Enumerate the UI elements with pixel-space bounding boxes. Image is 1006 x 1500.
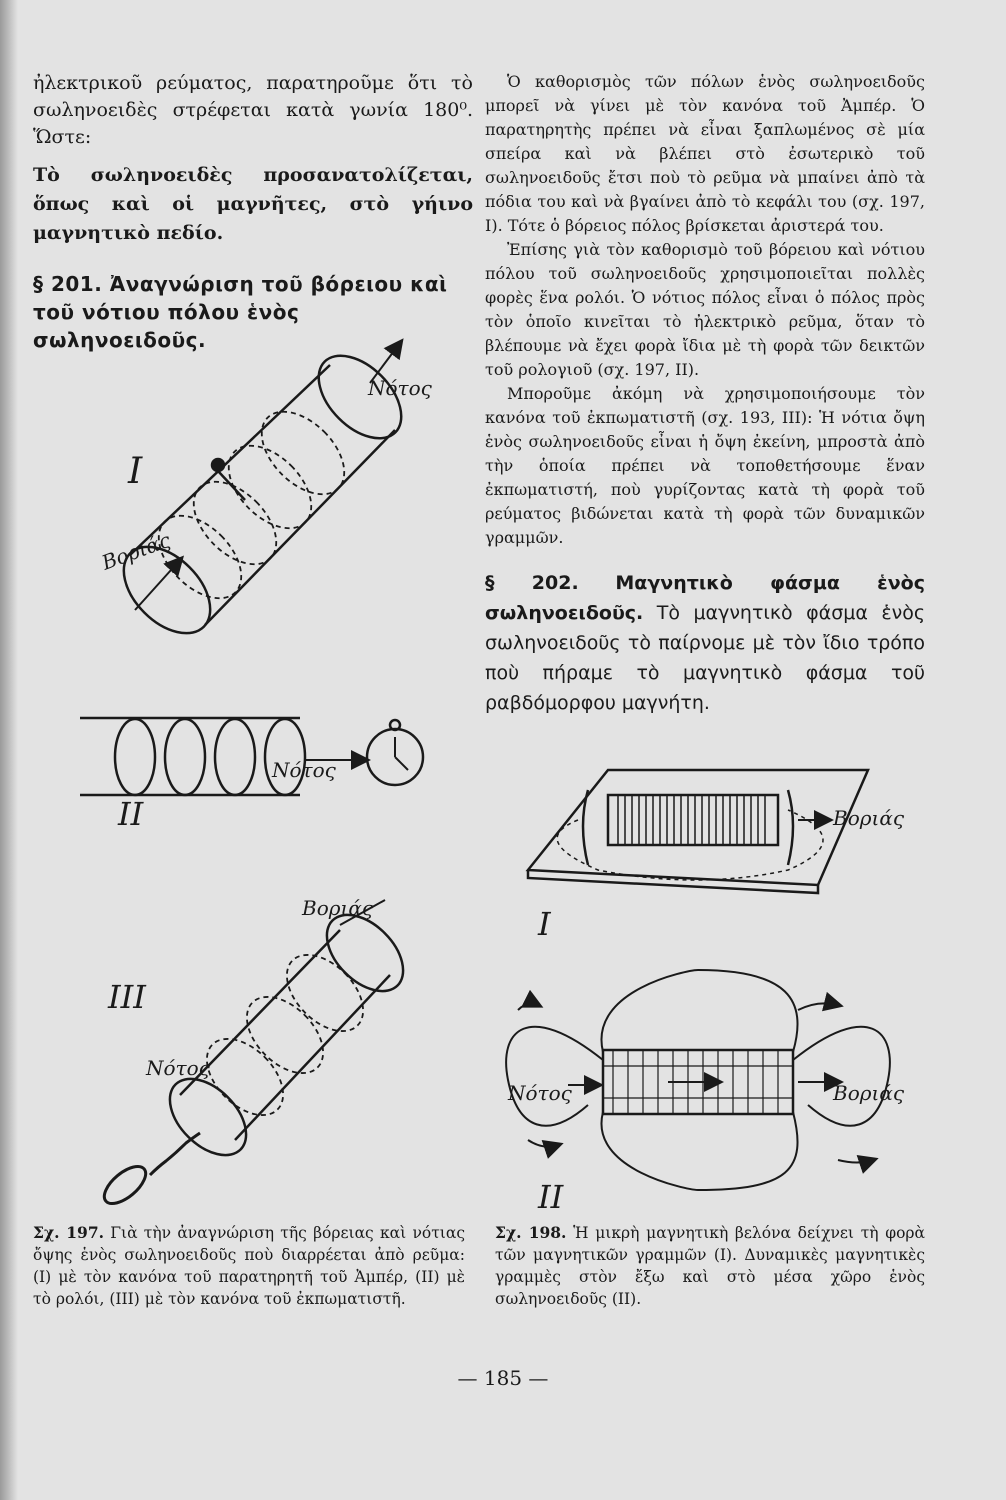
field-lines-diagram-II <box>506 970 890 1190</box>
right-paragraph-2: Ἐπίσης γιὰ τὸν καθορισμὸ τοῦ βόρειου καὶ νότιου πόλου τοῦ σωληνοειδοῦς χρησιμοποιεῖται πολλὲς φορὲς ἕνα ρολόι. Ὁ νότιος πόλος εἶναι ὁ πόλος πρὸς τὸν ὁποῖο κινεῖται τὸ ἠλεκτρικὸ ρεῦμα, ὅταν τὸ βλέπουμε νὰ ἔχει φορὰ ἴδια μὲ τὴ φορὰ τῶν δεικτῶν τοῦ ρολογιοῦ (σχ. 197, II). <box>485 240 925 379</box>
section-201-number: § 201. <box>33 272 103 296</box>
solenoid-board-diagram-I <box>528 770 868 893</box>
figure-198 <box>488 760 913 1215</box>
solenoid-diagram-II <box>80 718 423 795</box>
binding-shadow <box>0 0 18 1500</box>
section-201-title: Ἀναγνώριση τοῦ βόρειου καὶ τοῦ νότιου πόλου ἑνὸς σωληνοειδοῦς. <box>33 272 448 352</box>
fig197-notos-1: Νότος <box>368 376 432 400</box>
fig198-caption <box>495 1222 925 1310</box>
right-paragraph-3: Μποροῦμε ἀκόμη νὰ χρησιμοποιήσουμε τὸν κανόνα τοῦ ἐκπωματιστῆ (σχ. 193, III): Ἡ νότια ὄψη ἑνὸς σωληνοειδοῦς εἶναι ἡ ὄψη ἐκείνη, μπροστὰ ἀπὸ τὴν ὁποία πρέπει νὰ τοποθετήσουμε ἕναν ἐκπωματιστή, ποὺ γυρίζοντας κατὰ τὴ φορὰ τοῦ ρεύματος βιδώνεται κατὰ τὴ φορὰ τῶν δυναμικῶν γραμμῶν. <box>485 384 925 547</box>
fig197-voreias-1: Βοριάς <box>98 527 174 575</box>
solenoid-diagram-III <box>98 900 417 1210</box>
fig198-notos-2: Νότος <box>508 1081 572 1105</box>
section-202-title: Μαγνητικὸ φάσμα ἑνὸς σωληνοειδοῦς. <box>485 572 925 624</box>
fig198-caption-number: Σχ. 198. <box>495 1223 567 1242</box>
fig198-label-II: II <box>538 1178 564 1215</box>
section-202-number: § 202. <box>485 572 579 594</box>
fig197-label-II: II <box>118 795 144 833</box>
fig197-caption-text: Γιὰ τὴν ἀναγνώριση τῆς βόρειας καὶ νότιας ὄψης ἑνὸς σωληνοειδοῦς ποὺ διαρρέεται ἀπὸ ρεῦμα: (I) μὲ τὸν κανόνα τοῦ παρατηρητῆ τοῦ Ἀμπέρ, (II) μὲ τὸ ρολόι, (III) μὲ τὸν κανόνα τοῦ ἐκπωματιστῆ. <box>33 1224 466 1308</box>
section-202-heading <box>485 568 925 718</box>
figure-197 <box>40 325 460 1210</box>
right-column <box>485 70 925 718</box>
fig197-caption <box>33 1222 465 1310</box>
section-202-text: Τὸ μαγνητικὸ φάσμα ἑνὸς σωληνοειδοῦς τὸ παίρνομε μὲ τὸν ἴδιο τρόπο ποὺ πήραμε τὸ μαγνητικὸ φάσμα τοῦ ραβδόμορφου μαγνήτη. <box>485 602 925 714</box>
fig197-label-I: I <box>128 451 143 492</box>
fig198-caption-text: Ἡ μικρὴ μαγνητικὴ βελόνα δείχνει τὴ φορὰ τῶν μαγνητικῶν γραμμῶν (I). Δυναμικὲς μαγνητικὲς γραμμὲς στὸν ἔξω καὶ στὸ μέσα χῶρο ἑνὸς σωληνοειδοῦς (II). <box>495 1224 925 1308</box>
page-number: — 185 — <box>457 1366 549 1390</box>
left-column <box>33 70 473 354</box>
fig198-voreias-1: Βοριάς <box>833 806 905 830</box>
right-paragraph-1: Ὁ καθορισμὸς τῶν πόλων ἑνὸς σωληνοειδοῦς μπορεῖ νὰ γίνει μὲ τὸν κανόνα τοῦ Ἀμπέρ. Ὁ παρατηρητὴς πρέπει νὰ εἶναι ξαπλωμένος σὲ μία σπείρα καὶ νὰ βλέπει στὸ ἐσωτερικὸ τοῦ σωληνοειδοῦς ἔτσι ποὺ τὸ ρεῦμα νὰ μπαίνει ἀπὸ τὰ πόδια του καὶ νὰ βγαίνει ἀπὸ τὸ κεφάλι του (σχ. 197, I). Τότε ὁ βόρειος πόλος βρίσκεται ἀριστερά του. <box>485 72 925 235</box>
fig197-notos-2: Νότος <box>272 758 336 782</box>
left-bold-statement: Τὸ σωληνοειδὲς προσανατολίζεται, ὅπως καὶ οἱ μαγνῆτες, στὸ γήινο μαγνητικὸ πεδίο. <box>33 164 473 244</box>
left-paragraph: ἠλεκτρικοῦ ρεύματος, παρατηροῦμε ὅτι τὸ σωληνοειδὲς στρέφεται κατὰ γωνία 180⁰. Ὥστε: <box>33 72 473 148</box>
fig197-notos-3: Νότος <box>146 1056 210 1080</box>
solenoid-windings <box>618 796 765 844</box>
fig197-label-III: III <box>108 978 146 1016</box>
fig197-voreias-3: Βοριάς <box>302 896 374 920</box>
fig197-caption-number: Σχ. 197. <box>33 1223 105 1242</box>
fig198-voreias-2: Βοριάς <box>833 1081 905 1105</box>
fig198-label-I: I <box>538 905 551 943</box>
